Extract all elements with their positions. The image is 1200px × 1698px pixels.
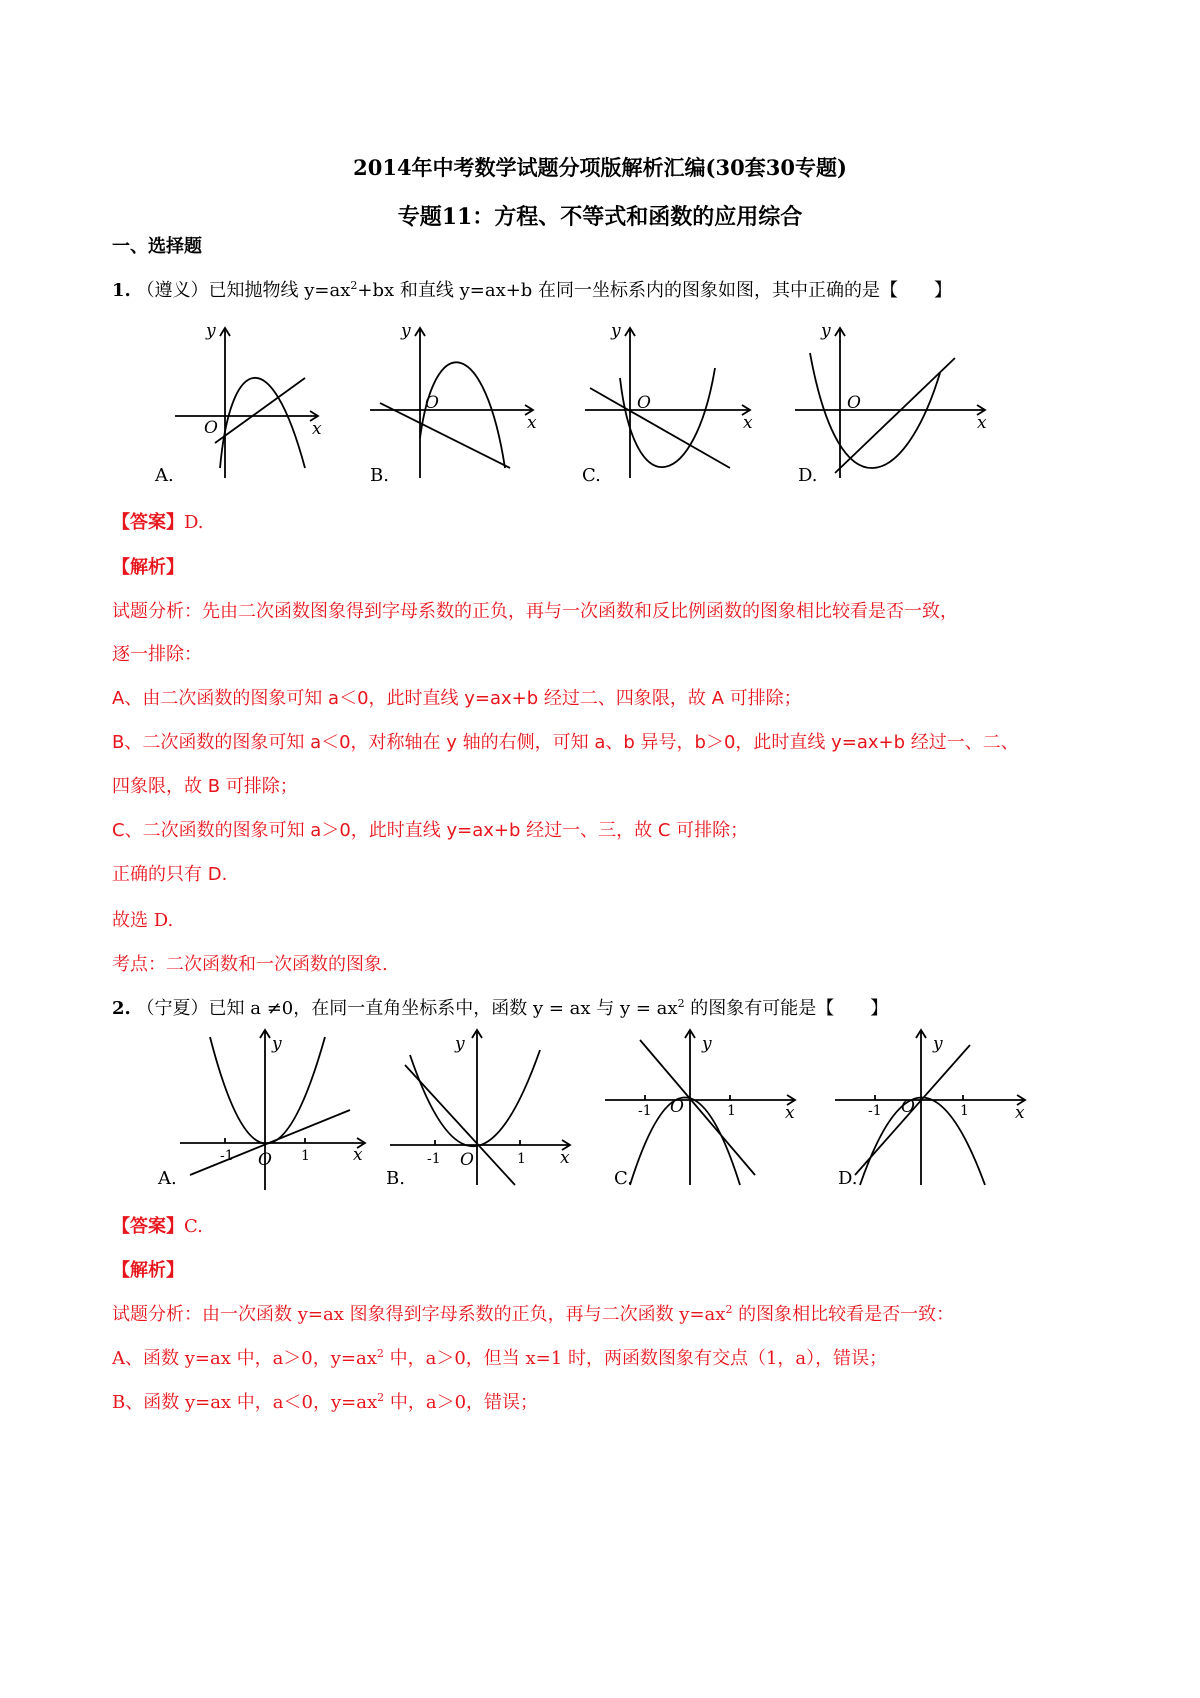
q1-stem [112, 276, 952, 302]
q1-analysis-line-2: 逐一排除： [112, 644, 202, 665]
document-subtitle: 专题11：方程、不等式和函数的应用综合 [397, 204, 803, 230]
q2b-x-label: x [560, 1148, 570, 1168]
q2d-x-label: x [1015, 1103, 1025, 1123]
q1-analysis-line-6: C、二次函数的图象可知 a＞0，此时直线 y=ax+b 经过一、三，故 C 可排除； [112, 820, 749, 841]
q1-figure-a [140, 318, 340, 488]
q2a-y-label: y [272, 1034, 282, 1054]
q2c-pos1-label: 1 [727, 1103, 736, 1119]
q2-line-a-sup: 2 [376, 1347, 384, 1360]
q1-choose: 故选 D. [112, 910, 174, 931]
q1-analysis-line-4: B、二次函数的图象可知 a＜0，对称轴在 y 轴的右侧，可知 a、b 异号，b＞0，此时直线 y=ax+b 经过一、二、 [112, 732, 1019, 753]
q2a-pos1-label: 1 [301, 1148, 310, 1164]
q2-analysis-sup: 2 [725, 1303, 733, 1316]
q1-number: 1. [112, 280, 131, 301]
q1-stem-sup: 2 [350, 279, 358, 292]
q2-answer-label: 【答案】 [112, 1216, 184, 1237]
q1-answer-label: 【答案】 [112, 512, 184, 533]
q1-stem-a: 已知抛物线 y=ax [208, 280, 351, 301]
document-title: 2014年中考数学试题分项版解析汇编(30套30专题) [353, 155, 847, 180]
q2a-origin-label: O [258, 1150, 272, 1170]
q2-figure-b [385, 1025, 585, 1190]
q2-line-b-sup: 2 [377, 1391, 385, 1404]
q2d-pos1-label: 1 [960, 1103, 969, 1119]
q2-option-c: C. [614, 1168, 633, 1189]
q2-option-d: D. [838, 1168, 858, 1189]
q2c-x-label: x [785, 1103, 795, 1123]
q2c-y-label: y [702, 1034, 712, 1054]
q1-stem-b: +bx 和直线 y=ax+b 在同一坐标系内的图象如图，其中正确的是【 】 [357, 280, 953, 301]
q1c-x-label: x [743, 413, 753, 433]
q2d-origin-label: O [901, 1097, 915, 1117]
q2-answer [112, 1212, 203, 1238]
q2-line-b-1: B、函数 y=ax 中，a＜0，y=ax [112, 1392, 378, 1413]
q1-figure-d [785, 318, 995, 488]
q1-option-c: C. [582, 465, 601, 486]
q1-option-d: D. [798, 465, 818, 486]
q1c-y-label: y [611, 321, 621, 341]
q1a-x-label: x [312, 419, 322, 439]
q2-option-b: B. [386, 1168, 405, 1189]
q1-figure-c [575, 318, 775, 488]
q2c-origin-label: O [670, 1097, 684, 1117]
q2-analysis-line-b [112, 1388, 538, 1414]
q2-answer-value: C. [184, 1216, 203, 1237]
q1-answer-value: D. [184, 512, 204, 533]
q1-analysis-line-1: 试题分析：先由二次函数图象得到字母系数的正负，再与一次函数和反比例函数的图象相比较看是否一致， [112, 601, 958, 622]
q2-source: （宁夏） [136, 998, 209, 1019]
q2-analysis-label: 【解析】 [112, 1260, 184, 1281]
q2b-pos1-label: 1 [517, 1151, 526, 1167]
q1-analysis-line-3: A、由二次函数的图象可知 a＜0，此时直线 y=ax+b 经过二、四象限，故 A 可排除； [112, 688, 802, 709]
q2-stem-a: 已知 a ≠0，在同一直角坐标系中，函数 y = ax 与 y = ax [208, 998, 678, 1019]
q1-analysis-label: 【解析】 [112, 557, 184, 578]
q2a-neg1-label: -1 [220, 1148, 234, 1164]
q2b-y-label: y [455, 1034, 465, 1054]
q2-number: 2. [112, 998, 131, 1019]
q2b-origin-label: O [460, 1150, 474, 1170]
q1-analysis-line-5: 四象限，故 B 可排除； [112, 776, 298, 797]
q1-option-b: B. [370, 465, 389, 486]
q2-analysis-line-a [112, 1344, 887, 1370]
q1b-x-label: x [527, 413, 537, 433]
q1b-y-label: y [401, 321, 411, 341]
q1-kaodian: 考点：二次函数和一次函数的图象. [112, 954, 388, 975]
q1-analysis-line-7: 正确的只有 D. [112, 864, 228, 885]
q2c-neg1-label: -1 [638, 1103, 652, 1119]
q2d-y-label: y [933, 1034, 943, 1054]
q2-stem-b: 的图象有可能是【 】 [684, 998, 889, 1019]
q1-source: （遵义） [136, 280, 209, 301]
q2-stem-sup: 2 [677, 997, 685, 1010]
q2a-x-label: x [353, 1145, 363, 1165]
section-heading: 一、选择题 [112, 236, 202, 257]
q1a-origin-label: O [204, 418, 218, 438]
q1-answer [112, 508, 204, 534]
q1d-y-label: y [821, 321, 831, 341]
q2-line-a-1: A、函数 y=ax 中，a＞0，y=ax [112, 1348, 377, 1369]
q1a-y-label: y [206, 321, 216, 341]
q1d-x-label: x [977, 413, 987, 433]
q1-figure-b [365, 318, 565, 488]
q2-figure-c [600, 1025, 805, 1190]
q2-analysis-b: 的图象相比较看是否一致： [732, 1304, 955, 1325]
q2-analysis-a: 试题分析：由一次函数 y=ax 图象得到字母系数的正负，再与二次函数 y=ax [112, 1304, 726, 1325]
q2b-neg1-label: -1 [427, 1151, 441, 1167]
q1-option-a: A. [155, 465, 174, 486]
q2-figure-d [825, 1025, 1035, 1190]
q2-line-a-2: 中，a＞0，但当 x=1 时，两函数图象有交点（1，a），错误； [383, 1348, 888, 1369]
q2-line-b-2: 中，a＞0，错误； [384, 1392, 539, 1413]
q2d-neg1-label: -1 [868, 1103, 882, 1119]
q1c-origin-label: O [637, 393, 651, 413]
q2-stem [112, 994, 888, 1020]
q1d-origin-label: O [847, 393, 861, 413]
q2-option-a: A. [158, 1168, 177, 1189]
q2-figure-a [165, 1025, 375, 1190]
q2-analysis-line-1 [112, 1300, 954, 1326]
q1b-origin-label: O [425, 393, 439, 413]
